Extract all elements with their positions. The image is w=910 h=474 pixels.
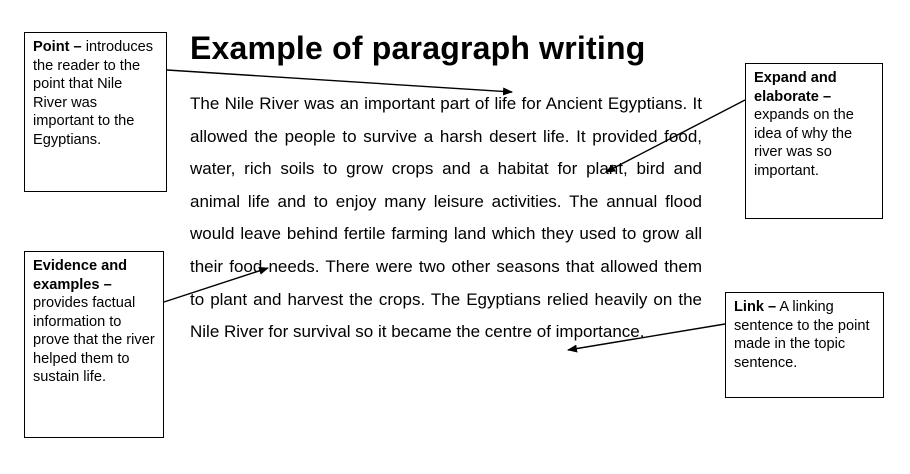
arrow-expand (606, 100, 745, 172)
annotation-text-point: introduces the reader to the point that Nile River was important to the Egyptians. (33, 39, 154, 148)
arrow-evidence (164, 268, 268, 302)
page-title: Example of paragraph writing (190, 30, 646, 66)
annotation-label-evidence: Evidence and examples – (33, 258, 128, 293)
paragraph-text: The Nile River was an important part of life for Ancient Egyptians. It allowed the people to survive a harsh desert life. It provided food, water, rich soils to grow crops and a habitat for plant, bird and animal life and to enjoy many leisure activities. The annual flood would leave behind fertile farming land which they used to grow all their food needs. There were two other seasons that allowed them to plant and harvest the crops. The Egyptians relied heavily on the Nile River for survival so it became the centre of importance. (190, 94, 702, 342)
annotation-label-expand: Expand and elaborate – (754, 70, 837, 105)
annotation-text-expand: expands on the idea of why the river was so important. (754, 107, 854, 179)
annotation-label-point: Point – (33, 39, 82, 55)
arrow-link (568, 324, 725, 350)
annotation-text-evidence: provides factual information to prove that the river helped them to sustain life. (33, 295, 155, 385)
annotation-label-link: Link – (734, 299, 777, 315)
annotation-text-link: A linking sentence to the point made in the topic sentence. (734, 299, 870, 371)
arrow-point (167, 70, 512, 92)
